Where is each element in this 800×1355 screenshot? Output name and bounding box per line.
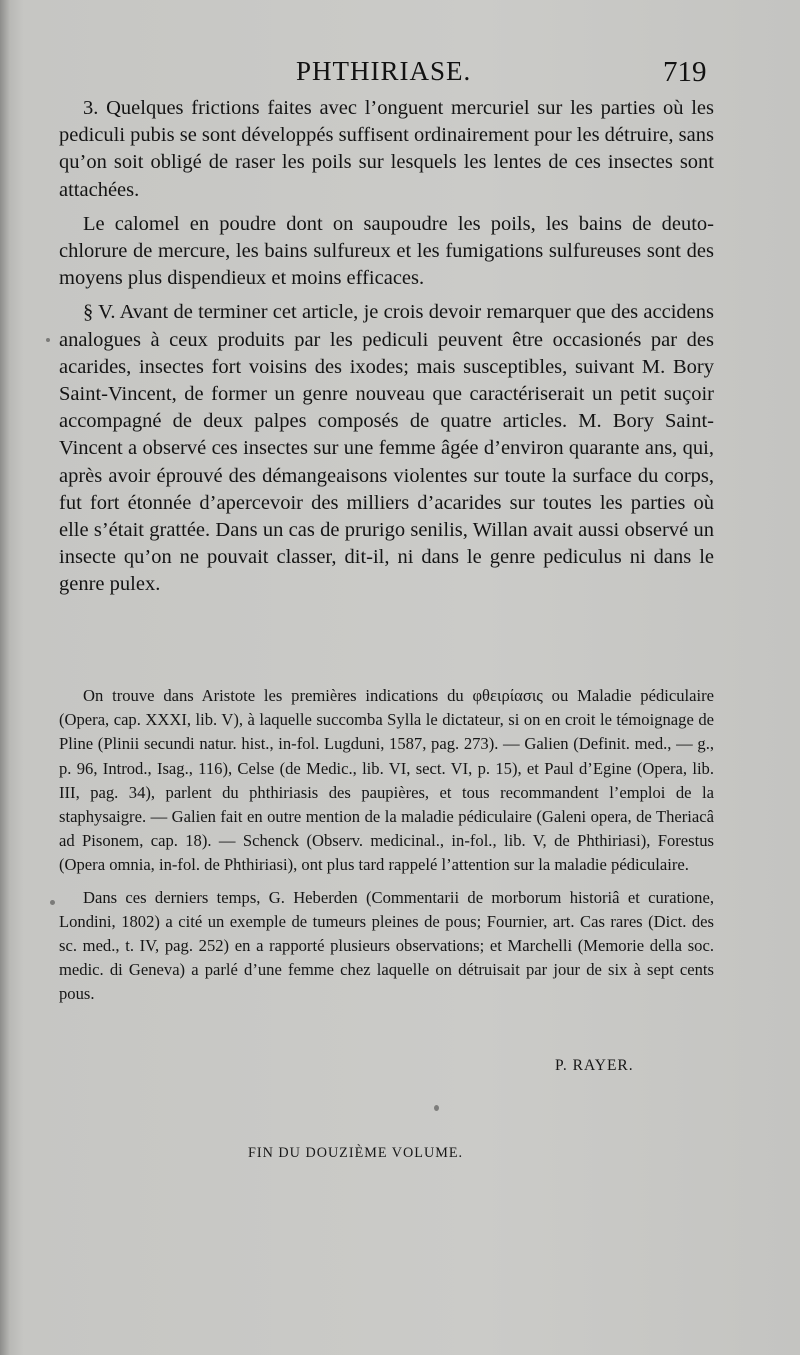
running-title: PHTHIRIASE. — [296, 56, 472, 86]
paragraph: 3. Quelques frictions faites avec l’onguent mercuriel sur les parties où les pediculi pubis se sont développés suffisent ordinairement pour les détruire, sans qu’on soit obligé de raser les poils sur lesquels les lentes de ces insectes sont attachées. — [59, 97, 714, 201]
paper-speck — [50, 900, 55, 905]
page-header — [0, 50, 800, 90]
footnote-paragraph: On trouve dans Aristote les premières indications du φθειρίασις ou Maladie pédiculaire (Opera, cap. XXXI, lib. V), à laquelle succomba Sylla le dictateur, si on en croit le témoignage de Pline (Plinii secundi natur. hist., in-fol. Lugduni, 1587, pag. 273). — Galien (Definit. med., — g., p. 96, Introd., Isag., 116), Celse (de Medic., lib. VI, sect. VI, p. 15), et Paul d’Egine (Opera, lib. III, pag. 34), parlent du phthiriasis des paupières, et tous recommandent l’emploi de la staphysaigre. — Galien fait en outre mention de la maladie pédiculaire (Galeni opera, de Theriacâ ad Pisonem, cap. 18). — Schenck (Observ. medicinal., in-fol., lib. V, de Phthiriasi), Forestus (Opera omnia, in-fol. de Phthiriasi), ont plus tard rappelé l’attention sur la maladie pédiculaire. — [59, 686, 714, 875]
paper-speck — [434, 1105, 439, 1111]
paper-speck — [46, 338, 50, 342]
main-text — [59, 95, 714, 606]
footnote-paragraph: Dans ces derniers temps, G. Heberden (Commentarii de morborum historiâ et curatione, Londini, 1802) a cité un exemple de tumeurs pleines de pous; Fournier, art. Cas rares (Dict. des sc. med., t. IV, pag. 252) en a rapporté plusieurs observations; et Marchelli (Memorie della soc. medic. di Geneva) a parlé d’une femme chez laquelle on détruisait par jour de six à sept cents pous. — [59, 887, 714, 1004]
end-of-volume-note: FIN DU DOUZIÈME VOLUME. — [248, 1145, 464, 1161]
paragraph: § V. Avant de terminer cet article, je crois devoir remarquer que des accidens analogues à ceux produits par les pediculi peuvent être occasionés par des acarides, insectes fort voisins des ixodes; mais susceptibles, suivant M. Bory Saint-Vincent, de former un genre nouveau que caractériserait un petit suçoir accompagné de deux palpes composés de quatre articles. M. Bory Saint-Vincent a observé ces insectes sur une femme âgée d’environ quarante ans, qui, après avoir éprouvé des démangeaisons violentes sur toute la surface du corps, fut fort étonnée d’apercevoir des milliers d’acarides sur toutes les parties où elle s’était grattée. Dans un cas de prurigo senilis, Willan avait aussi observé un insecte qu’on ne pouvait classer, dit-il, ni dans le genre pediculus ni dans le genre pulex. — [59, 301, 714, 596]
author-signature: P. RAYER. — [555, 1057, 634, 1074]
page-number: 719 — [663, 56, 707, 88]
footnotes — [59, 684, 714, 1015]
paragraph: Le calomel en poudre dont on saupoudre les poils, les bains de deuto-chlorure de mercure, les bains sulfureux et les fumigations sulfureuses sont des moyens plus dispendieux et moins efficaces. — [59, 212, 714, 290]
